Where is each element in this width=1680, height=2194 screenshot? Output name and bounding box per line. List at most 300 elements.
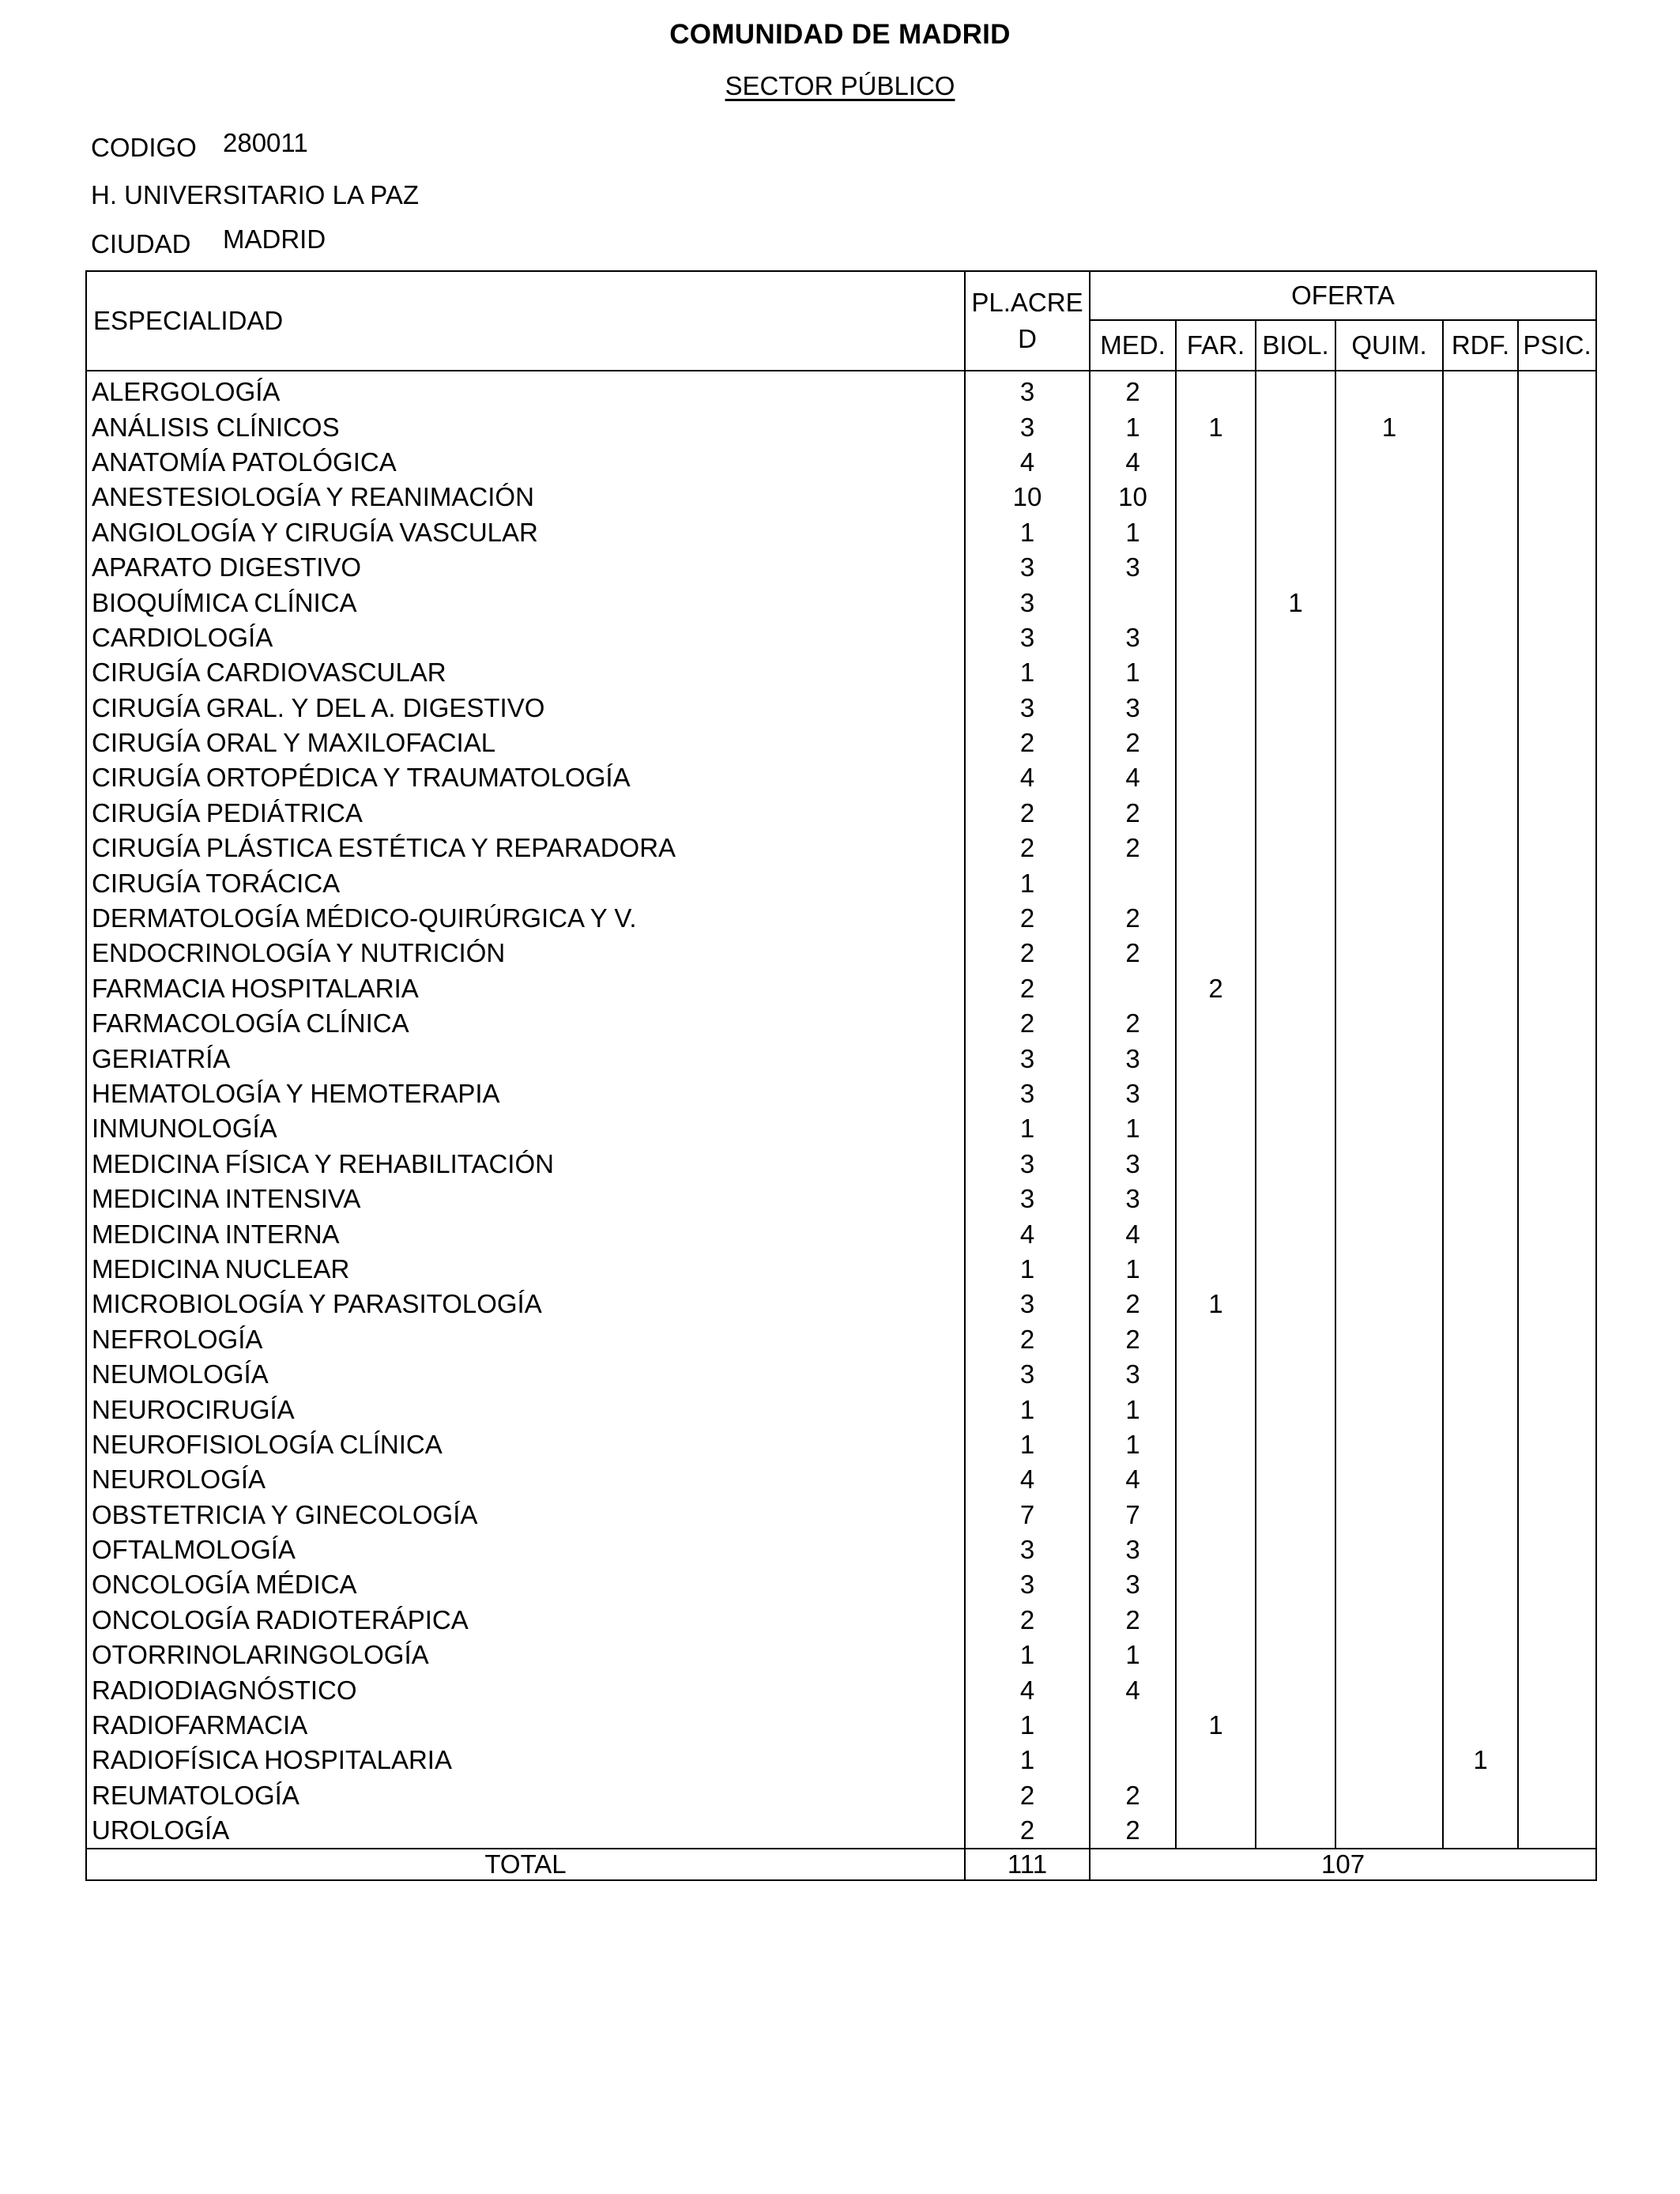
cell-psic: [1518, 1182, 1596, 1216]
cell-quim: [1335, 1672, 1443, 1707]
cell-quim: [1335, 1567, 1443, 1602]
cell-quim: [1335, 1216, 1443, 1251]
cell-far: [1176, 1743, 1256, 1777]
table-row: [86, 796, 1596, 831]
cell-rdf: [1443, 480, 1518, 515]
cell-rdf: [1443, 1006, 1518, 1041]
table-row: [86, 1182, 1596, 1216]
table-row: [86, 1778, 1596, 1813]
cell-psic: [1518, 1778, 1596, 1813]
table-row: [86, 1462, 1596, 1497]
hospital-name: H. UNIVERSITARIO LA PAZ: [91, 180, 420, 209]
cell-rdf: [1443, 971, 1518, 1006]
cell-pl: 3: [965, 585, 1090, 620]
cell-especialidad: NEUROFISIOLOGÍA CLÍNICA: [86, 1427, 965, 1462]
cell-rdf: [1443, 1532, 1518, 1567]
cell-psic: [1518, 409, 1596, 444]
cell-pl: 3: [965, 550, 1090, 585]
cell-quim: [1335, 585, 1443, 620]
cell-quim: [1335, 1498, 1443, 1532]
cell-quim: [1335, 1813, 1443, 1849]
cell-med: 7: [1090, 1498, 1176, 1532]
cell-psic: [1518, 1498, 1596, 1532]
cell-rdf: [1443, 831, 1518, 865]
cell-rdf: [1443, 901, 1518, 936]
cell-med: [1090, 585, 1176, 620]
cell-far: [1176, 1427, 1256, 1462]
table-row: [86, 515, 1596, 550]
cell-especialidad: CIRUGÍA PLÁSTICA ESTÉTICA Y REPARADORA: [86, 831, 965, 865]
cell-rdf: [1443, 796, 1518, 831]
cell-psic: [1518, 760, 1596, 795]
cell-med: 3: [1090, 620, 1176, 655]
cell-psic: [1518, 1041, 1596, 1076]
cell-biol: [1256, 445, 1335, 480]
total-row: [86, 1849, 1596, 1880]
cell-rdf: [1443, 1287, 1518, 1321]
cell-med: 3: [1090, 1147, 1176, 1182]
cell-rdf: [1443, 1708, 1518, 1743]
cell-biol: [1256, 1567, 1335, 1602]
cell-quim: 1: [1335, 409, 1443, 444]
table-row: [86, 1392, 1596, 1427]
cell-med: 2: [1090, 1813, 1176, 1849]
cell-biol: [1256, 1216, 1335, 1251]
cell-especialidad: REUMATOLOGÍA: [86, 1778, 965, 1813]
table-row: [86, 1498, 1596, 1532]
cell-pl: 3: [965, 409, 1090, 444]
cell-rdf: [1443, 1462, 1518, 1497]
cell-biol: [1256, 620, 1335, 655]
cell-pl: 1: [965, 1708, 1090, 1743]
cell-psic: [1518, 1076, 1596, 1111]
cell-quim: [1335, 1427, 1443, 1462]
cell-especialidad: ONCOLOGÍA RADIOTERÁPICA: [86, 1603, 965, 1638]
cell-quim: [1335, 796, 1443, 831]
cell-biol: [1256, 371, 1335, 409]
cell-biol: [1256, 515, 1335, 550]
cell-quim: [1335, 1006, 1443, 1041]
cell-psic: [1518, 865, 1596, 900]
cell-especialidad: NEUMOLOGÍA: [86, 1357, 965, 1392]
cell-pl: 3: [965, 1041, 1090, 1076]
cell-pl: 2: [965, 936, 1090, 971]
cell-pl: 1: [965, 1392, 1090, 1427]
cell-far: [1176, 1532, 1256, 1567]
cell-med: 1: [1090, 655, 1176, 690]
cell-biol: [1256, 865, 1335, 900]
cell-biol: [1256, 760, 1335, 795]
table-row: [86, 691, 1596, 726]
cell-quim: [1335, 1041, 1443, 1076]
cell-psic: [1518, 550, 1596, 585]
cell-biol: [1256, 1111, 1335, 1146]
cell-med: 3: [1090, 550, 1176, 585]
cell-especialidad: INMUNOLOGÍA: [86, 1111, 965, 1146]
cell-med: 2: [1090, 831, 1176, 865]
cell-psic: [1518, 1357, 1596, 1392]
cell-pl: 4: [965, 445, 1090, 480]
table-row: [86, 620, 1596, 655]
cell-biol: [1256, 550, 1335, 585]
cell-med: [1090, 971, 1176, 1006]
cell-especialidad: RADIOFÍSICA HOSPITALARIA: [86, 1743, 965, 1777]
cell-quim: [1335, 1743, 1443, 1777]
cell-especialidad: HEMATOLOGÍA Y HEMOTERAPIA: [86, 1076, 965, 1111]
cell-quim: [1335, 1287, 1443, 1321]
cell-quim: [1335, 1322, 1443, 1357]
cell-biol: [1256, 1357, 1335, 1392]
cell-far: 2: [1176, 971, 1256, 1006]
cell-rdf: [1443, 1778, 1518, 1813]
cell-far: [1176, 1603, 1256, 1638]
cell-quim: [1335, 1638, 1443, 1672]
cell-pl: 2: [965, 726, 1090, 760]
cell-quim: [1335, 1182, 1443, 1216]
cell-especialidad: MEDICINA NUCLEAR: [86, 1252, 965, 1287]
cell-psic: [1518, 480, 1596, 515]
cell-pl: 2: [965, 831, 1090, 865]
table-row: [86, 901, 1596, 936]
col-oferta-header: OFERTA: [1090, 271, 1596, 320]
cell-far: [1176, 371, 1256, 409]
cell-biol: [1256, 1672, 1335, 1707]
table-row: [86, 1322, 1596, 1357]
cell-psic: [1518, 371, 1596, 409]
cell-especialidad: GERIATRÍA: [86, 1041, 965, 1076]
cell-pl: 7: [965, 1498, 1090, 1532]
cell-pl: 1: [965, 865, 1090, 900]
cell-especialidad: UROLOGÍA: [86, 1813, 965, 1849]
cell-rdf: [1443, 515, 1518, 550]
cell-pl: 2: [965, 901, 1090, 936]
codigo-label: CODIGO: [91, 133, 197, 162]
cell-rdf: [1443, 1041, 1518, 1076]
cell-far: [1176, 1778, 1256, 1813]
cell-psic: [1518, 691, 1596, 726]
cell-especialidad: ANGIOLOGÍA Y CIRUGÍA VASCULAR: [86, 515, 965, 550]
cell-rdf: [1443, 1076, 1518, 1111]
cell-quim: [1335, 1252, 1443, 1287]
table-row: [86, 1076, 1596, 1111]
cell-far: [1176, 1567, 1256, 1602]
cell-biol: [1256, 409, 1335, 444]
page-title: COMUNIDAD DE MADRID: [669, 19, 1011, 50]
cell-far: [1176, 865, 1256, 900]
cell-especialidad: BIOQUÍMICA CLÍNICA: [86, 585, 965, 620]
cell-pl: 3: [965, 1182, 1090, 1216]
cell-especialidad: CIRUGÍA ORTOPÉDICA Y TRAUMATOLOGÍA: [86, 760, 965, 795]
cell-psic: [1518, 620, 1596, 655]
cell-med: 1: [1090, 1111, 1176, 1146]
cell-biol: [1256, 1638, 1335, 1672]
cell-rdf: [1443, 760, 1518, 795]
table-row: [86, 371, 1596, 409]
cell-rdf: [1443, 691, 1518, 726]
cell-quim: [1335, 445, 1443, 480]
table-row: [86, 726, 1596, 760]
cell-psic: [1518, 1287, 1596, 1321]
cell-far: [1176, 1006, 1256, 1041]
cell-quim: [1335, 1532, 1443, 1567]
cell-psic: [1518, 1567, 1596, 1602]
cell-quim: [1335, 1392, 1443, 1427]
cell-rdf: [1443, 445, 1518, 480]
cell-especialidad: ALERGOLOGÍA: [86, 371, 965, 409]
cell-med: 4: [1090, 760, 1176, 795]
cell-biol: [1256, 1287, 1335, 1321]
cell-far: 1: [1176, 409, 1256, 444]
cell-med: 3: [1090, 1076, 1176, 1111]
cell-quim: [1335, 831, 1443, 865]
cell-biol: [1256, 1498, 1335, 1532]
cell-pl: 1: [965, 1111, 1090, 1146]
cell-med: 2: [1090, 796, 1176, 831]
codigo-row: [91, 128, 308, 163]
table-row: [86, 1006, 1596, 1041]
cell-far: [1176, 515, 1256, 550]
cell-especialidad: CIRUGÍA TORÁCICA: [86, 865, 965, 900]
table-row: [86, 1252, 1596, 1287]
ciudad-row: [91, 224, 326, 259]
table-row: [86, 480, 1596, 515]
table-row: [86, 1111, 1596, 1146]
col-placred-header: PL.ACRE D: [965, 271, 1090, 371]
ciudad-label: CIUDAD: [91, 229, 191, 258]
cell-pl: 3: [965, 691, 1090, 726]
cell-psic: [1518, 901, 1596, 936]
cell-pl: 1: [965, 1252, 1090, 1287]
cell-far: [1176, 796, 1256, 831]
cell-biol: [1256, 480, 1335, 515]
cell-far: 1: [1176, 1287, 1256, 1321]
cell-pl: 3: [965, 371, 1090, 409]
cell-especialidad: OBSTETRICIA Y GINECOLOGÍA: [86, 1498, 965, 1532]
cell-psic: [1518, 1147, 1596, 1182]
cell-pl: 3: [965, 1357, 1090, 1392]
cell-psic: [1518, 1111, 1596, 1146]
cell-med: 1: [1090, 1638, 1176, 1672]
cell-especialidad: CARDIOLOGÍA: [86, 620, 965, 655]
cell-med: 2: [1090, 371, 1176, 409]
cell-biol: [1256, 1182, 1335, 1216]
cell-rdf: [1443, 1638, 1518, 1672]
cell-especialidad: NEUROLOGÍA: [86, 1462, 965, 1497]
cell-far: [1176, 1638, 1256, 1672]
cell-med: 1: [1090, 1252, 1176, 1287]
cell-med: 1: [1090, 515, 1176, 550]
table-row: [86, 409, 1596, 444]
cell-especialidad: ANATOMÍA PATOLÓGICA: [86, 445, 965, 480]
cell-psic: [1518, 515, 1596, 550]
cell-med: 4: [1090, 445, 1176, 480]
table-row: [86, 1427, 1596, 1462]
cell-biol: [1256, 1813, 1335, 1849]
cell-quim: [1335, 1357, 1443, 1392]
table-row: [86, 1147, 1596, 1182]
cell-rdf: [1443, 1322, 1518, 1357]
cell-med: 2: [1090, 1322, 1176, 1357]
cell-psic: [1518, 1708, 1596, 1743]
table-row: [86, 445, 1596, 480]
table-row: [86, 1287, 1596, 1321]
cell-med: 4: [1090, 1672, 1176, 1707]
cell-especialidad: ANÁLISIS CLÍNICOS: [86, 409, 965, 444]
cell-quim: [1335, 515, 1443, 550]
cell-far: [1176, 1813, 1256, 1849]
cell-rdf: [1443, 1357, 1518, 1392]
cell-biol: [1256, 971, 1335, 1006]
cell-psic: [1518, 1006, 1596, 1041]
cell-rdf: [1443, 585, 1518, 620]
table-row: [86, 1041, 1596, 1076]
table-row: [86, 1672, 1596, 1707]
cell-especialidad: RADIOFARMACIA: [86, 1708, 965, 1743]
cell-far: [1176, 726, 1256, 760]
cell-especialidad: MEDICINA FÍSICA Y REHABILITACIÓN: [86, 1147, 965, 1182]
cell-med: 1: [1090, 409, 1176, 444]
cell-med: 3: [1090, 1532, 1176, 1567]
cell-quim: [1335, 620, 1443, 655]
cell-psic: [1518, 1427, 1596, 1462]
header-row: [86, 271, 1596, 320]
cell-pl: 2: [965, 796, 1090, 831]
table-row: [86, 1813, 1596, 1849]
cell-med: 1: [1090, 1392, 1176, 1427]
cell-biol: [1256, 691, 1335, 726]
cell-quim: [1335, 971, 1443, 1006]
cell-biol: [1256, 1392, 1335, 1427]
cell-quim: [1335, 936, 1443, 971]
cell-psic: [1518, 796, 1596, 831]
cell-quim: [1335, 1778, 1443, 1813]
cell-rdf: [1443, 1111, 1518, 1146]
cell-med: [1090, 865, 1176, 900]
cell-pl: 4: [965, 1672, 1090, 1707]
cell-pl: 2: [965, 1778, 1090, 1813]
cell-biol: [1256, 1076, 1335, 1111]
cell-far: [1176, 1041, 1256, 1076]
cell-biol: [1256, 655, 1335, 690]
cell-quim: [1335, 1708, 1443, 1743]
cell-far: [1176, 480, 1256, 515]
cell-pl: 3: [965, 620, 1090, 655]
cell-biol: [1256, 796, 1335, 831]
cell-pl: 3: [965, 1532, 1090, 1567]
cell-especialidad: NEUROCIRUGÍA: [86, 1392, 965, 1427]
table-row: [86, 1708, 1596, 1743]
cell-far: [1176, 1076, 1256, 1111]
cell-especialidad: OTORRINOLARINGOLOGÍA: [86, 1638, 965, 1672]
cell-especialidad: CIRUGÍA GRAL. Y DEL A. DIGESTIVO: [86, 691, 965, 726]
cell-biol: [1256, 1427, 1335, 1462]
cell-biol: [1256, 831, 1335, 865]
cell-psic: [1518, 1813, 1596, 1849]
cell-quim: [1335, 371, 1443, 409]
codigo-value: 280011: [223, 128, 308, 157]
table-row: [86, 760, 1596, 795]
cell-psic: [1518, 1322, 1596, 1357]
cell-psic: [1518, 936, 1596, 971]
cell-rdf: [1443, 1498, 1518, 1532]
cell-pl: 4: [965, 760, 1090, 795]
cell-med: 2: [1090, 1603, 1176, 1638]
cell-especialidad: DERMATOLOGÍA MÉDICO-QUIRÚRGICA Y V.: [86, 901, 965, 936]
cell-quim: [1335, 1111, 1443, 1146]
col-especialidad-header: ESPECIALIDAD: [86, 271, 965, 371]
cell-especialidad: RADIODIAGNÓSTICO: [86, 1672, 965, 1707]
cell-pl: 2: [965, 1322, 1090, 1357]
table-row: [86, 936, 1596, 971]
cell-quim: [1335, 480, 1443, 515]
cell-quim: [1335, 865, 1443, 900]
cell-biol: [1256, 1462, 1335, 1497]
cell-pl: 3: [965, 1147, 1090, 1182]
cell-especialidad: FARMACIA HOSPITALARIA: [86, 971, 965, 1006]
cell-pl: 4: [965, 1462, 1090, 1497]
cell-quim: [1335, 691, 1443, 726]
cell-rdf: [1443, 620, 1518, 655]
cell-quim: [1335, 655, 1443, 690]
cell-pl: 10: [965, 480, 1090, 515]
table-row: [86, 1216, 1596, 1251]
cell-biol: 1: [1256, 585, 1335, 620]
cell-rdf: [1443, 1216, 1518, 1251]
cell-far: [1176, 901, 1256, 936]
cell-rdf: [1443, 655, 1518, 690]
cell-pl: 2: [965, 1603, 1090, 1638]
cell-psic: [1518, 1462, 1596, 1497]
cell-psic: [1518, 655, 1596, 690]
cell-med: 1: [1090, 1427, 1176, 1462]
table-row: [86, 1638, 1596, 1672]
cell-far: [1176, 1357, 1256, 1392]
cell-quim: [1335, 726, 1443, 760]
table-row: [86, 865, 1596, 900]
cell-quim: [1335, 760, 1443, 795]
cell-rdf: [1443, 1813, 1518, 1849]
cell-med: 3: [1090, 1357, 1176, 1392]
total-placred: 111: [965, 1849, 1090, 1880]
cell-pl: 1: [965, 515, 1090, 550]
cell-med: 3: [1090, 691, 1176, 726]
cell-pl: 2: [965, 1813, 1090, 1849]
cell-far: [1176, 1672, 1256, 1707]
cell-especialidad: NEFROLOGÍA: [86, 1322, 965, 1357]
cell-pl: 2: [965, 971, 1090, 1006]
ciudad-value: MADRID: [223, 224, 326, 254]
cell-psic: [1518, 1603, 1596, 1638]
cell-rdf: [1443, 1252, 1518, 1287]
cell-especialidad: FARMACOLOGÍA CLÍNICA: [86, 1006, 965, 1041]
cell-far: [1176, 655, 1256, 690]
cell-quim: [1335, 550, 1443, 585]
cell-biol: [1256, 1006, 1335, 1041]
cell-far: [1176, 550, 1256, 585]
cell-pl: 1: [965, 655, 1090, 690]
cell-rdf: [1443, 1567, 1518, 1602]
cell-med: 2: [1090, 936, 1176, 971]
cell-especialidad: CIRUGÍA ORAL Y MAXILOFACIAL: [86, 726, 965, 760]
cell-far: [1176, 445, 1256, 480]
cell-pl: 2: [965, 1006, 1090, 1041]
cell-especialidad: ENDOCRINOLOGÍA Y NUTRICIÓN: [86, 936, 965, 971]
cell-rdf: 1: [1443, 1743, 1518, 1777]
table-row: [86, 1357, 1596, 1392]
table-row: [86, 1743, 1596, 1777]
table-row: [86, 971, 1596, 1006]
cell-biol: [1256, 1743, 1335, 1777]
